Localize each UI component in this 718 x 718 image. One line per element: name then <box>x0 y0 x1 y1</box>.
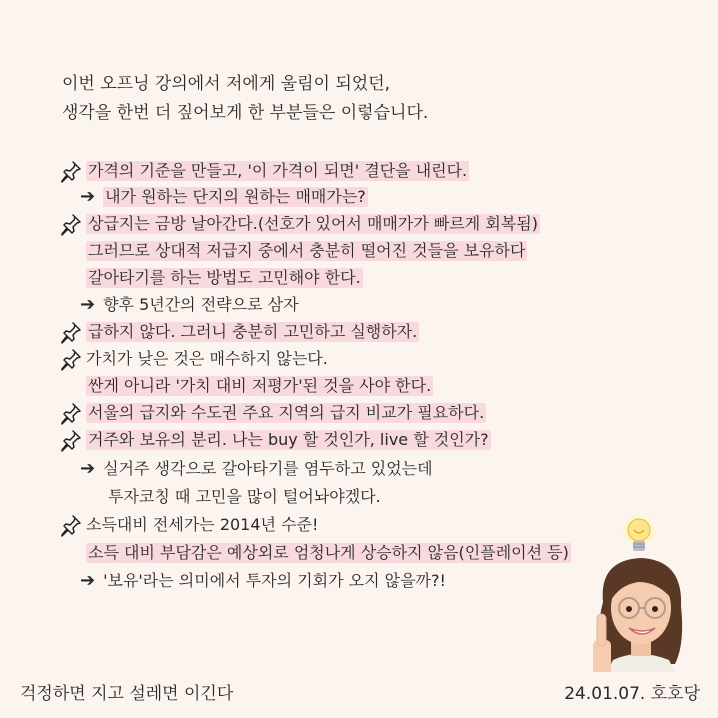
motto: 걱정하면 지고 설레면 이긴다 <box>20 684 234 704</box>
point-2-line-2-text: 그러므로 상대적 저급지 중에서 충분히 떨어진 것들을 보유하다 <box>88 241 526 260</box>
memoji-avatar <box>583 552 695 672</box>
arrow-right-icon: ➔ <box>80 570 96 591</box>
point-2-text: 상급지는 금방 날아간다.(선호가 있어서 매매가가 빠르게 회복됨) <box>88 214 538 233</box>
point-7-sub <box>80 568 446 594</box>
point-6-text: 거주와 보유의 분리. 나는 buy 할 것인가, live 할 것인가? <box>88 430 489 449</box>
arrow-right-icon: ➔ <box>80 294 96 315</box>
point-1-sub-text: 내가 원하는 단지의 원하는 매매가는? <box>105 187 366 206</box>
point-6-sub-text: 실거주 생각으로 갈아타기를 염두하고 있었는데 <box>103 459 433 478</box>
pushpin-icon <box>60 348 84 372</box>
point-2-line-3-text: 갈아타기를 하는 방법도 고민해야 한다. <box>88 268 361 287</box>
point-2 <box>60 211 540 237</box>
point-3 <box>60 319 419 345</box>
pushpin-icon <box>60 321 84 345</box>
point-6 <box>60 427 491 453</box>
point-4 <box>60 346 328 372</box>
arrow-right-icon: ➔ <box>80 458 96 479</box>
point-7-line-2 <box>86 540 571 566</box>
point-5-text: 서울의 급지와 수도권 주요 지역의 급지 비교가 필요하다. <box>88 403 485 422</box>
point-7-sub-text: '보유'라는 의미에서 투자의 기회가 오지 않을까?! <box>103 571 446 590</box>
pushpin-icon <box>60 213 84 237</box>
pushpin-icon <box>60 429 84 453</box>
point-3-text: 급하지 않다. 그러니 충분히 고민하고 실행하자. <box>88 322 418 341</box>
point-2-line-2 <box>86 238 527 264</box>
point-2-sub-text: 향후 5년간의 전략으로 삼자 <box>103 295 299 314</box>
point-7-text: 소득대비 전세가는 2014년 수준! <box>86 515 319 534</box>
point-6-sub <box>80 456 433 482</box>
point-7 <box>60 512 318 538</box>
point-1-sub <box>80 184 368 210</box>
point-4-line-2-text: 싼게 아니라 '가치 대비 저평가'된 것을 사야 한다. <box>88 376 432 395</box>
point-2-line-3 <box>86 265 363 291</box>
point-1 <box>60 158 469 184</box>
intro-line-2: 생각을 한번 더 짚어보게 한 부분들은 이렇습니다. <box>62 103 429 123</box>
pushpin-icon <box>60 160 84 184</box>
point-6-sub-line-2-text: 투자코칭 때 고민을 많이 털어놔야겠다. <box>108 487 381 506</box>
point-2-sub <box>80 292 299 318</box>
point-6-sub-line-2 <box>108 484 381 510</box>
pushpin-icon <box>60 402 84 426</box>
point-5 <box>60 400 486 426</box>
intro-text <box>62 70 428 128</box>
intro-line-1: 이번 오프닝 강의에서 저에게 울림이 되었던, <box>62 74 391 94</box>
point-4-text: 가치가 낮은 것은 매수하지 않는다. <box>86 349 328 368</box>
point-7-line-2-text: 소득 대비 부담감은 예상외로 엄청나게 상승하지 않음(인플레이션 등) <box>88 543 569 562</box>
arrow-right-icon: ➔ <box>80 186 96 207</box>
point-1-text: 가격의 기준을 만들고, '이 가격이 되면' 결단을 내린다. <box>88 161 468 180</box>
pushpin-icon <box>60 514 84 538</box>
point-4-line-2 <box>86 373 433 399</box>
signature: 24.01.07. 호호당 <box>564 684 700 704</box>
